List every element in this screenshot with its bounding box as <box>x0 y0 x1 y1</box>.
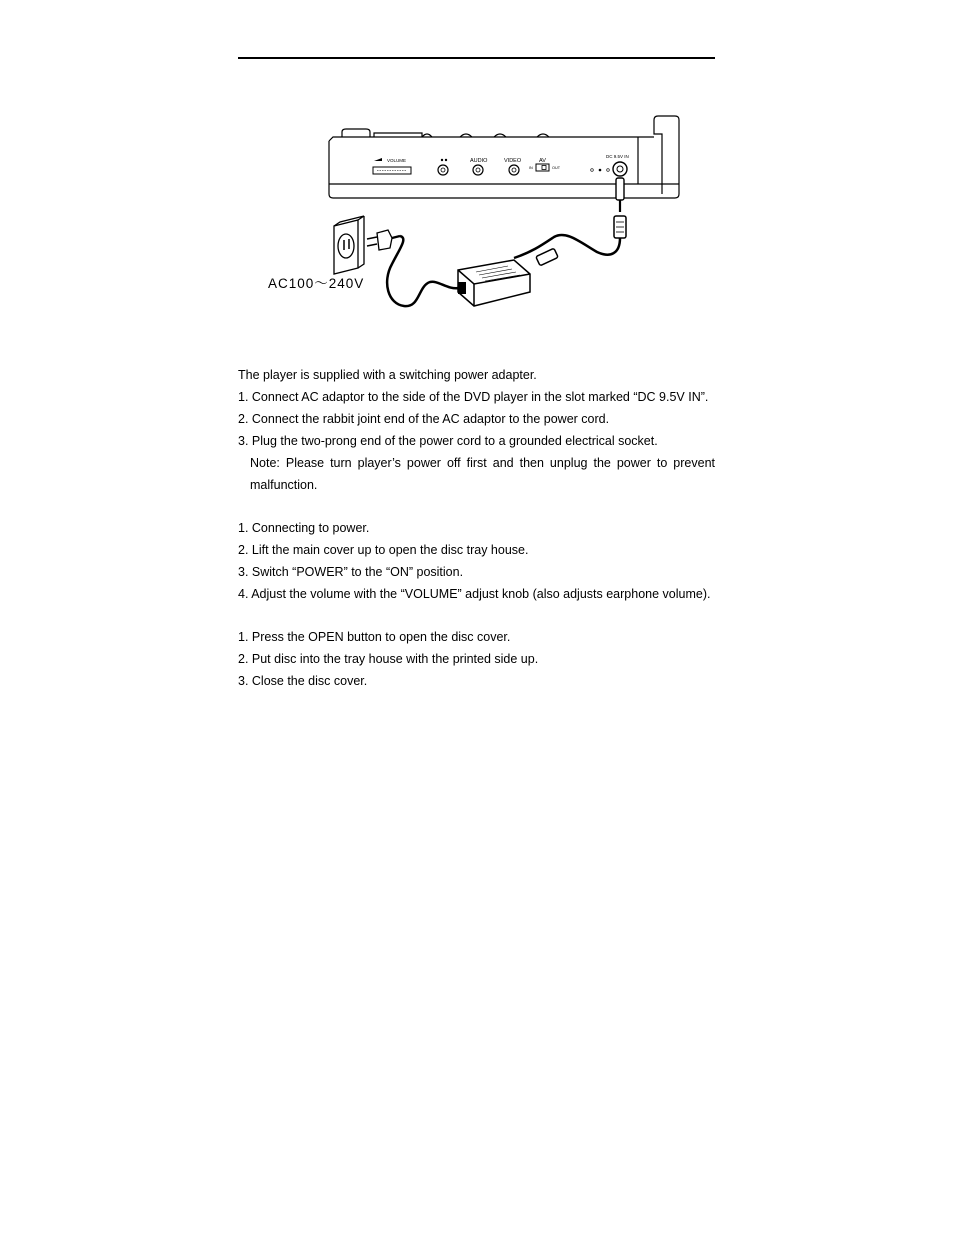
headphone-icon <box>441 159 443 161</box>
adapter-ferrite <box>536 248 558 266</box>
power-step-1: 1. Connect AC adaptor to the side of the DVD player in the slot marked “DC 9.5V IN”. <box>238 390 709 404</box>
audio-jack <box>470 158 488 175</box>
headphone-jack <box>438 159 448 175</box>
av-label: AV <box>539 158 546 164</box>
instructions <box>238 364 715 692</box>
video-label: VIDEO <box>504 158 522 164</box>
volume-slider <box>373 158 411 174</box>
power-step-3: 3. Plug the two-prong end of the power cord to a grounded electrical socket. <box>238 434 658 448</box>
av-switch <box>529 158 561 171</box>
power-intro: The player is supplied with a switching power adapter. <box>238 368 537 382</box>
power-cord <box>387 236 459 306</box>
dc-in-label: DC 9.5V IN <box>606 154 629 159</box>
power-adapter <box>458 260 530 306</box>
av-in-label: IN <box>529 166 533 170</box>
startup-step-3: 3. Switch “POWER” to the “ON” position. <box>238 565 464 579</box>
video-jack <box>504 158 522 175</box>
dc-input-jack <box>591 154 629 176</box>
wall-socket <box>334 216 364 274</box>
disc-step-1: 1. Press the OPEN button to open the disc cover. <box>238 630 511 644</box>
startup-step-2: 2. Lift the main cover up to open the disc tray house. <box>238 543 529 557</box>
power-connection-diagram <box>262 112 692 322</box>
dc-cable <box>514 178 626 266</box>
volume-label: VOLUME <box>387 158 407 163</box>
header-rule <box>238 57 715 59</box>
av-out-label: OUT <box>552 166 561 170</box>
power-note: Note: Please turn player’s power off first and then unplug the power to prevent malfunction. <box>250 456 715 492</box>
startup-step-1: 1. Connecting to power. <box>238 521 370 535</box>
voltage-label: AC100～240V <box>268 276 365 291</box>
startup-step-4: 4. Adjust the volume with the “VOLUME” adjust knob (also adjusts earphone volume). <box>238 587 711 601</box>
disc-step-2: 2. Put disc into the tray house with the printed side up. <box>238 652 539 666</box>
power-step-2: 2. Connect the rabbit joint end of the AC adaptor to the power cord. <box>238 412 610 426</box>
audio-label: AUDIO <box>470 158 488 164</box>
ac-plug <box>367 230 400 250</box>
disc-step-3: 3. Close the disc cover. <box>238 674 368 688</box>
